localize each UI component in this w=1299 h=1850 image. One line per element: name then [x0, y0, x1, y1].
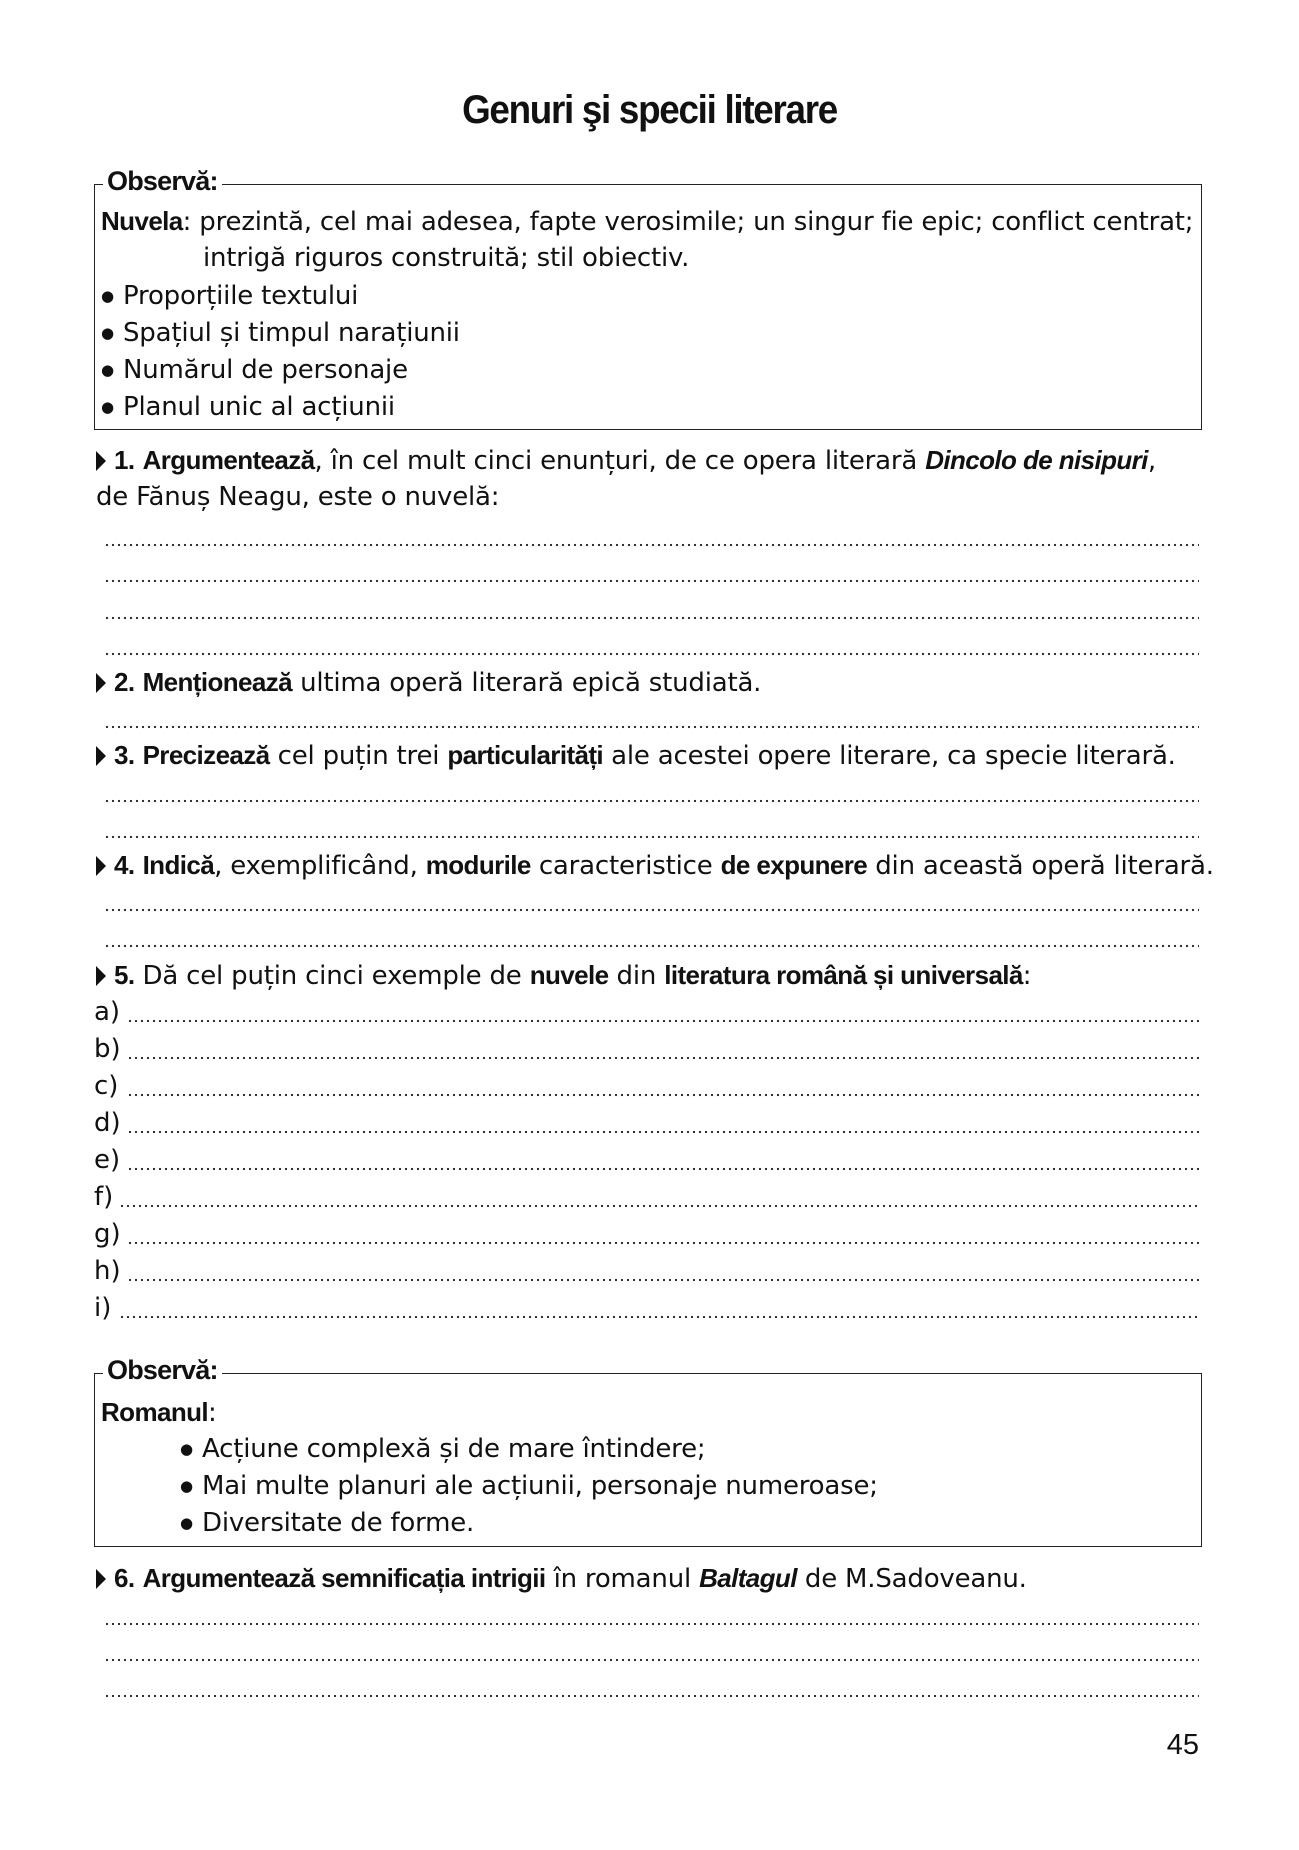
question-1: [96, 442, 1156, 479]
question-text: :: [1022, 961, 1032, 991]
question-verb: Precizează: [142, 740, 270, 770]
list-item-label: d): [94, 1108, 121, 1138]
question-6: [96, 1560, 1027, 1597]
question-3: [96, 737, 1176, 774]
keyword: de expunere: [720, 850, 868, 880]
question-text: de M.Sadoveanu.: [796, 1564, 1027, 1594]
question-number: 2.: [114, 667, 135, 697]
bullet-item: ● Planul unic al acțiunii: [101, 389, 395, 425]
list-item-label: b): [94, 1034, 121, 1064]
question-text: , în cel mult cinci enunțuri, de ce opera literară: [314, 446, 926, 476]
question-text: ultima operă literară epică studiată.: [292, 668, 762, 698]
answer-line[interactable]: [104, 799, 1199, 803]
answer-line[interactable]: [104, 725, 1199, 729]
answer-line[interactable]: [119, 1315, 1199, 1319]
box-legend: Observă:: [103, 165, 222, 197]
question-number: 3.: [114, 740, 135, 770]
question-text: , exemplificând,: [214, 851, 426, 881]
triangle-bullet-icon: [96, 746, 106, 766]
keyword: modurile: [425, 850, 531, 880]
question-verb: Argumentează: [142, 445, 315, 475]
question-2: [96, 664, 761, 701]
question-5: [96, 957, 1031, 994]
triangle-bullet-icon: [96, 673, 106, 693]
answer-line[interactable]: [127, 1278, 1199, 1282]
answer-line[interactable]: [104, 908, 1199, 912]
answer-line[interactable]: [104, 1658, 1199, 1662]
bullet-item: ● Numărul de personaje: [101, 352, 408, 388]
question-text: Dă cel puțin cinci exemple de: [134, 961, 530, 991]
list-item-label: h): [94, 1256, 121, 1286]
question-text: caracteristice: [530, 851, 721, 881]
answer-line[interactable]: [127, 1056, 1199, 1060]
question-number: 5.: [114, 960, 135, 990]
answer-line[interactable]: [104, 835, 1199, 839]
question-verb: Indică: [142, 850, 215, 880]
definition-text-1: : prezintă, cel mai adesea, fapte verosimile; un singur fie epic; conflict centrat;: [182, 207, 1194, 237]
question-number: 4.: [114, 850, 135, 880]
question-number: 6.: [114, 1563, 135, 1593]
page-title: Genuri şi specii literare: [462, 88, 837, 132]
answer-line[interactable]: [119, 1204, 1199, 1208]
bullet-item: ● Mai multe planuri ale acțiunii, personaje numeroase;: [180, 1468, 878, 1504]
keyword: particularități: [447, 740, 604, 770]
triangle-bullet-icon: [96, 966, 106, 986]
answer-line[interactable]: [104, 944, 1199, 948]
term-nuvela: Nuvela: [101, 206, 183, 236]
answer-line[interactable]: [104, 616, 1199, 620]
work-title: Baltagul: [699, 1563, 797, 1593]
answer-line[interactable]: [127, 1019, 1199, 1023]
answer-line[interactable]: [127, 1167, 1199, 1171]
nuvela-definition-line-2: intrigă riguros construită; stil obiectiv.: [203, 243, 690, 273]
colon: :: [208, 1398, 217, 1428]
keyword: nuvele: [529, 960, 609, 990]
nuvela-definition-line-1: [101, 203, 1193, 240]
question-text: din această operă literară.: [867, 851, 1214, 881]
list-item-label: e): [94, 1145, 121, 1175]
keyword: Argumentează semnificația intrigii: [142, 1563, 546, 1593]
page-number: 45: [1166, 1729, 1199, 1761]
question-verb: Menționează: [142, 667, 292, 697]
triangle-bullet-icon: [96, 451, 106, 471]
bullet-item: ● Diversitate de forme.: [180, 1505, 474, 1541]
answer-line[interactable]: [104, 652, 1199, 656]
box-legend: Observă:: [103, 1354, 222, 1386]
answer-line[interactable]: [127, 1093, 1199, 1097]
romanul-heading: [101, 1394, 217, 1431]
bullet-item: ● Proporțiile textului: [101, 278, 358, 314]
question-text: din: [608, 961, 665, 991]
answer-line[interactable]: [104, 1622, 1199, 1626]
answer-line[interactable]: [104, 579, 1199, 583]
term-romanul: Romanul: [101, 1397, 209, 1427]
question-text: în romanul: [545, 1564, 700, 1594]
keyword: literatura română și universală: [664, 960, 1023, 990]
answer-line[interactable]: [104, 1694, 1199, 1698]
question-text: ale acestei opere literare, ca specie literară.: [603, 741, 1176, 771]
list-item-label: i): [94, 1293, 112, 1323]
question-4: [96, 847, 1214, 884]
triangle-bullet-icon: [96, 1569, 106, 1589]
bullet-item: ● Spațiul și timpul narațiunii: [101, 315, 460, 351]
question-text: ,: [1147, 446, 1156, 476]
answer-line[interactable]: [104, 543, 1199, 547]
answer-line[interactable]: [127, 1241, 1199, 1245]
work-title: Dincolo de nisipuri: [925, 445, 1148, 475]
question-1-line-2: de Fănuș Neagu, este o nuvelă:: [96, 482, 500, 512]
answer-line[interactable]: [127, 1130, 1199, 1134]
question-text: cel puțin trei: [269, 741, 448, 771]
triangle-bullet-icon: [96, 856, 106, 876]
list-item-label: c): [94, 1071, 119, 1101]
list-item-label: g): [94, 1219, 121, 1249]
list-item-label: f): [94, 1182, 114, 1212]
list-item-label: a): [94, 997, 121, 1027]
question-number: 1.: [114, 445, 135, 475]
bullet-item: ● Acțiune complexă și de mare întindere;: [180, 1431, 705, 1467]
